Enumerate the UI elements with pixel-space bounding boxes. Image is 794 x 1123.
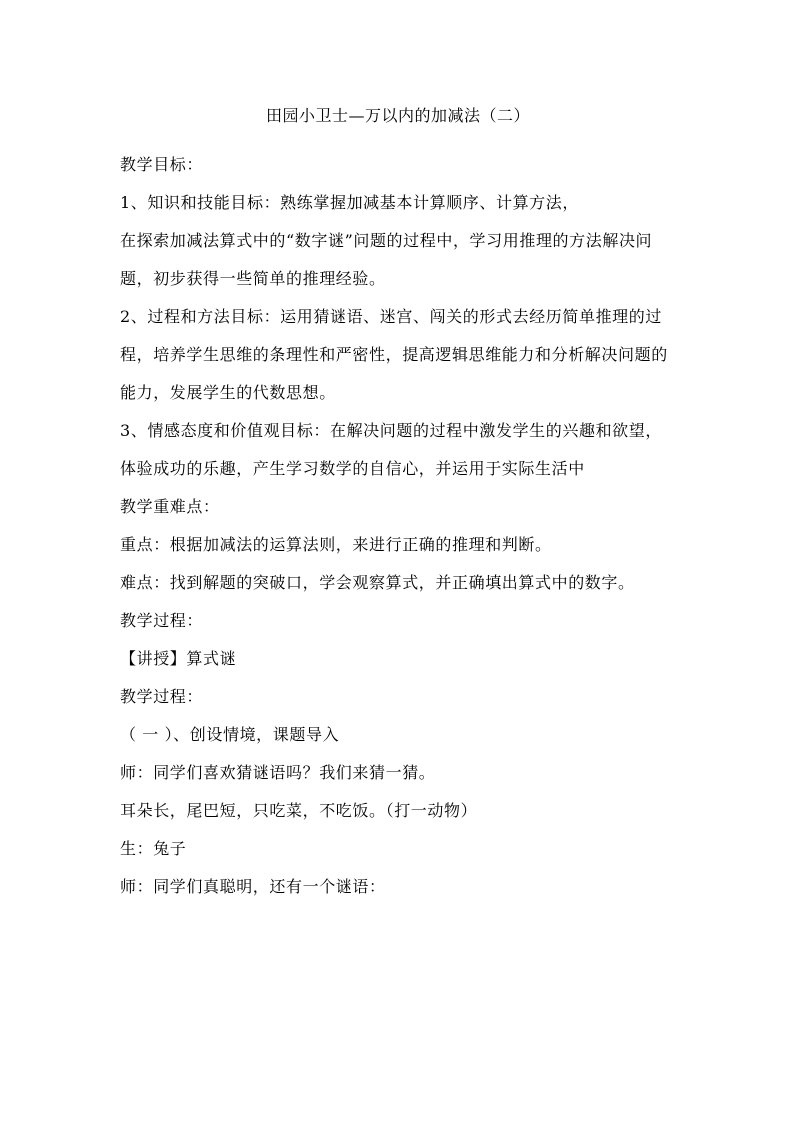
teacher-line-1: 师：同学们喜欢猜谜语吗？我们来猜一猜。 [120,763,436,782]
section-heading-process: 教学过程： [120,611,204,630]
riddle-line: 耳朵长，尾巴短，只吃菜，不吃饭。（打一动物） [120,801,478,820]
teacher-line-2: 师：同学们真聪明，还有一个谜语： [120,877,386,896]
key-point: 重点：根据加减法的运算法则，来进行正确的推理和判断。 [120,535,552,554]
lecture-label: 【讲授】算式谜 [120,649,237,668]
objective-1-knowledge: 1、知识和技能目标：熟练掌握加减基本计算顺序、计算方法， [120,193,579,212]
objective-3-attitude: 3、情感态度和价值观目标：在解决问题的过程中激发学生的兴趣和欲望，体验成功的乐趣，产生学习数学的自信心，并运用于实际生活中 [120,421,662,478]
student-answer: 生：兔子 [120,839,187,858]
difficult-point: 难点：找到解题的突破口，学会观察算式，并正确填出算式中的数字。 [120,573,635,592]
section-heading-process-2: 教学过程： [120,687,204,706]
section-heading-objectives: 教学目标： [120,155,204,174]
document-title: 田园小卫士—万以内的加减法（二） [265,106,530,125]
section-heading-key-points: 教学重难点： [120,497,220,516]
step-1-heading: （ 一 ）、创设情境，课题导入 [120,725,340,744]
objective-2-process: 2、过程和方法目标：运用猜谜语、迷宫、闯关的形式去经历简单推理的过程，培养学生思维的条理性和严密性，提高逻辑思维能力和分析解决问题的能力，发展学生的代数思想。 [120,307,668,402]
objective-1-continued: 在探索加减法算式中的“数字谜”问题的过程中，学习用推理的方法解决问题，初步获得一些简单的推理经验。 [120,231,653,288]
